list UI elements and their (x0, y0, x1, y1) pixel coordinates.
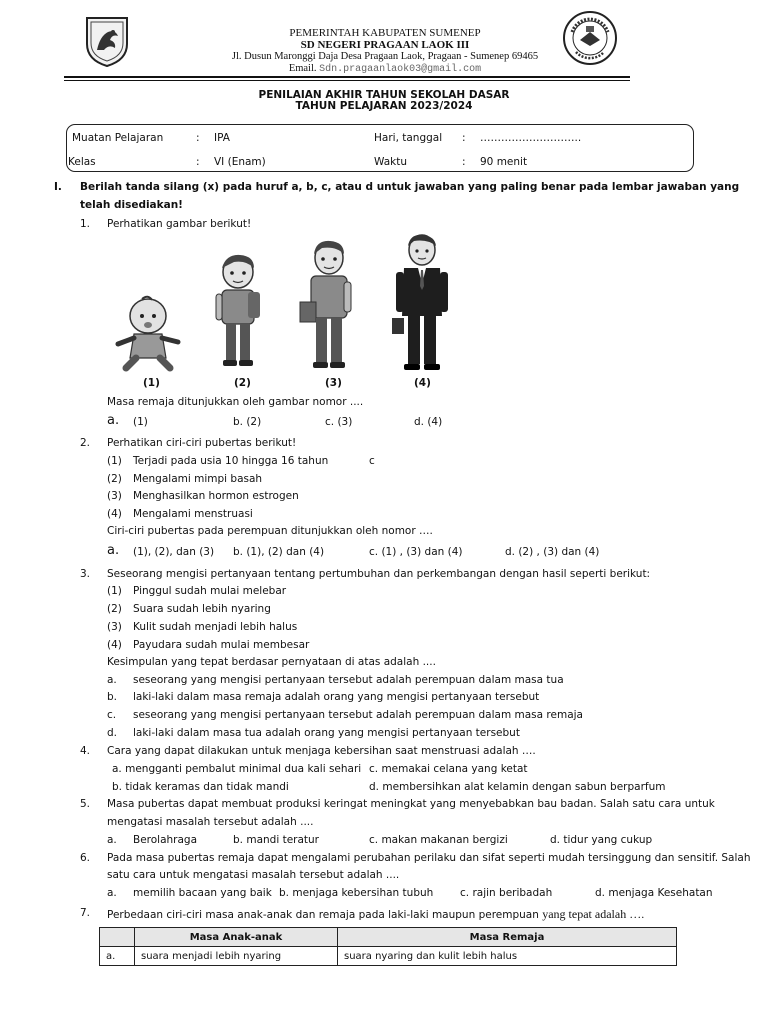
child-figure (208, 252, 268, 372)
q3-option[interactable]: laki-laki dalam masa remaja adalah orang yang mengisi pertanyaan tersebut (133, 691, 540, 703)
q3-text: Seseorang mengisi pertanyaan tentang pertumbuhan dan perkembangan dengan hasil seperti berikut: (107, 568, 651, 580)
q5-text: Masa pubertas dapat membuat produksi keringat meningkat yang menyebabkan bau badan. Salah satu cara untuk (107, 798, 715, 810)
adult-figure (390, 232, 454, 372)
district-logo (82, 14, 132, 68)
section-instruction: Berilah tanda silang (x) pada huruf a, b, c, atau d untuk jawaban yang paling benar pada lembar jawaban yang (80, 181, 740, 193)
q2-option-a[interactable]: (1), (2), dan (3) (133, 546, 215, 558)
class-value: VI (Enam) (214, 156, 266, 168)
q1-option-d[interactable]: d. (4) (414, 416, 443, 428)
header-divider-thin (64, 80, 630, 81)
exam-year: TAHUN PELAJARAN 2023/2024 (295, 100, 473, 112)
q3-item-text: Suara sudah lebih nyaring (133, 603, 271, 615)
q7-text-tail: yang tepat adalah …. (542, 907, 645, 921)
q3-option[interactable]: laki-laki dalam masa tua adalah orang yang mengisi pertanyaan tersebut (133, 727, 520, 739)
q5-option-d[interactable]: d. tidur yang cukup (550, 834, 653, 846)
q7-text (107, 907, 644, 922)
q2-stray-mark: c (369, 455, 375, 467)
q3-item-number: (3) (107, 621, 122, 633)
q7-number: 7. (80, 907, 91, 919)
email-label: Email. (288, 62, 317, 74)
q1-text: Perhatikan gambar berikut! (107, 218, 252, 230)
table-header-child: Masa Anak-anak (135, 928, 338, 947)
q2-text: Perhatikan ciri-ciri pubertas berikut! (107, 437, 297, 449)
q3-item-text: Pinggul sudah mulai melebar (133, 585, 287, 597)
q2-item-number: (2) (107, 473, 122, 485)
subject-colon: : (196, 132, 200, 144)
day-value: ……………………….. (480, 132, 582, 144)
time-label: Waktu (374, 156, 407, 168)
q4-text: Cara yang dapat dilakukan untuk menjaga kebersihan saat menstruasi adalah …. (107, 745, 536, 757)
header-divider (64, 76, 630, 78)
q4-number: 4. (80, 745, 91, 757)
q6-option-a[interactable]: memilih bacaan yang baik (133, 887, 272, 899)
q6-option-c[interactable]: c. rajin beribadah (460, 887, 553, 899)
table-row-letter[interactable]: a. (100, 947, 135, 966)
table-header-blank (100, 928, 135, 947)
school-address: Jl. Dusun Maronggi Daja Desa Pragaan Laok, Pragaan - Sumenep 69465 (231, 51, 539, 62)
day-colon: : (462, 132, 466, 144)
q3-option-letter: b. (107, 691, 118, 703)
email-address[interactable]: Sdn.pragaanlaok03@gmail.com (319, 63, 482, 75)
figure-label-4: (4) (414, 377, 431, 389)
q2-option-c[interactable]: c. (1) , (3) dan (4) (369, 546, 463, 558)
q5-option-a-letter: a. (107, 834, 117, 846)
q3-option[interactable]: seseorang yang mengisi pertanyaan tersebut adalah perempuan dalam masa remaja (133, 709, 583, 721)
q1-number: 1. (80, 218, 91, 230)
teen-figure (298, 238, 360, 372)
time-colon: : (462, 156, 466, 168)
school-name: SD NEGERI PRAGAAN LAOK III (300, 38, 470, 51)
q2-item-number: (4) (107, 508, 122, 520)
figure-label-1: (1) (143, 377, 160, 389)
q1-option-a-letter: a. (107, 413, 120, 428)
section-number: I. (54, 181, 62, 193)
q2-question: Ciri-ciri pubertas pada perempuan ditunjukkan oleh nomor …. (107, 525, 433, 537)
q5-text-cont: mengatasi masalah tersebut adalah .... (107, 816, 314, 828)
q3-number: 3. (80, 568, 91, 580)
q1-option-a[interactable]: (1) (133, 416, 148, 428)
q6-option-d[interactable]: d. menjaga Kesehatan (595, 887, 713, 899)
subject-value: IPA (214, 132, 230, 144)
figure-label-2: (2) (234, 377, 251, 389)
figure-label-3: (3) (325, 377, 342, 389)
q5-option-b[interactable]: b. mandi teratur (233, 834, 319, 846)
table-cell-teen: suara nyaring dan kulit lebih halus (338, 947, 677, 966)
q3-item-number: (1) (107, 585, 122, 597)
q5-option-c[interactable]: c. makan makanan bergizi (369, 834, 508, 846)
exam-title: PENILAIAN AKHIR TAHUN SEKOLAH DASAR (258, 89, 510, 101)
table-header-teen: Masa Remaja (338, 928, 677, 947)
q3-option-letter: a. (107, 674, 117, 686)
q5-number: 5. (80, 798, 91, 810)
q3-item-text: Kulit sudah menjadi lebih halus (133, 621, 298, 633)
table-row (100, 947, 677, 966)
q2-item-text: Terjadi pada usia 10 hingga 16 tahun (133, 455, 329, 467)
q4-option-b[interactable]: b. tidak keramas dan tidak mandi (112, 781, 289, 793)
q2-option-d[interactable]: d. (2) , (3) dan (4) (505, 546, 600, 558)
table-header-row (100, 928, 677, 947)
q6-text-cont: satu cara untuk mengatasi masalah tersebut adalah .... (107, 869, 400, 881)
q2-item-text: Mengalami mimpi basah (133, 473, 263, 485)
q2-option-b[interactable]: b. (1), (2) dan (4) (233, 546, 325, 558)
q4-option-c[interactable]: c. memakai celana yang ketat (369, 763, 528, 775)
time-value: 90 menit (480, 156, 528, 168)
q3-option[interactable]: seseorang yang mengisi pertanyaan tersebut adalah perempuan dalam masa tua (133, 674, 564, 686)
table-cell-child: suara menjadi lebih nyaring (135, 947, 338, 966)
baby-figure (112, 292, 184, 372)
q3-item-number: (4) (107, 639, 122, 651)
q2-item-text: Menghasilkan hormon estrogen (133, 490, 299, 502)
q1-question: Masa remaja ditunjukkan oleh gambar nomor .... (107, 396, 364, 408)
class-colon: : (196, 156, 200, 168)
q1-option-c[interactable]: c. (3) (325, 416, 353, 428)
q3-option-letter: d. (107, 727, 118, 739)
q3-item-number: (2) (107, 603, 122, 615)
q6-option-b[interactable]: b. menjaga kebersihan tubuh (279, 887, 434, 899)
q2-option-a-letter: a. (107, 543, 120, 558)
day-label: Hari, tanggal (374, 132, 443, 144)
q3-question: Kesimpulan yang tepat berdasar pernyataan di atas adalah .... (107, 656, 436, 668)
q4-option-a[interactable]: a. mengganti pembalut minimal dua kali sehari (112, 763, 362, 775)
comparison-table (99, 927, 677, 966)
gov-name: PEMERINTAH KABUPATEN SUMENEP (289, 27, 481, 39)
q5-option-a[interactable]: Berolahraga (133, 834, 198, 846)
class-label: Kelas (68, 156, 96, 168)
q2-number: 2. (80, 437, 91, 449)
section-instruction-cont: telah disediakan! (80, 199, 183, 211)
subject-label: Muatan Pelajaran (72, 132, 164, 144)
q2-item-text: Mengalami menstruasi (133, 508, 253, 520)
q6-number: 6. (80, 852, 91, 864)
q1-option-b[interactable]: b. (2) (233, 416, 262, 428)
q6-option-a-letter: a. (107, 887, 117, 899)
q3-item-text: Payudara sudah mulai membesar (133, 639, 310, 651)
q6-text: Pada masa pubertas remaja dapat mengalami perubahan perilaku dan sifat seperti mudah tersinggung dan sensitif. Salah (107, 852, 751, 864)
q4-option-d[interactable]: d. membersihkan alat kelamin dengan sabun berparfum (369, 781, 666, 793)
q2-item-number: (3) (107, 490, 122, 502)
q7-text-main: Perbedaan ciri-ciri masa anak-anak dan remaja pada laki-laki maupun perempuan (107, 909, 539, 921)
q3-option-letter: c. (107, 709, 117, 721)
q2-item-number: (1) (107, 455, 122, 467)
